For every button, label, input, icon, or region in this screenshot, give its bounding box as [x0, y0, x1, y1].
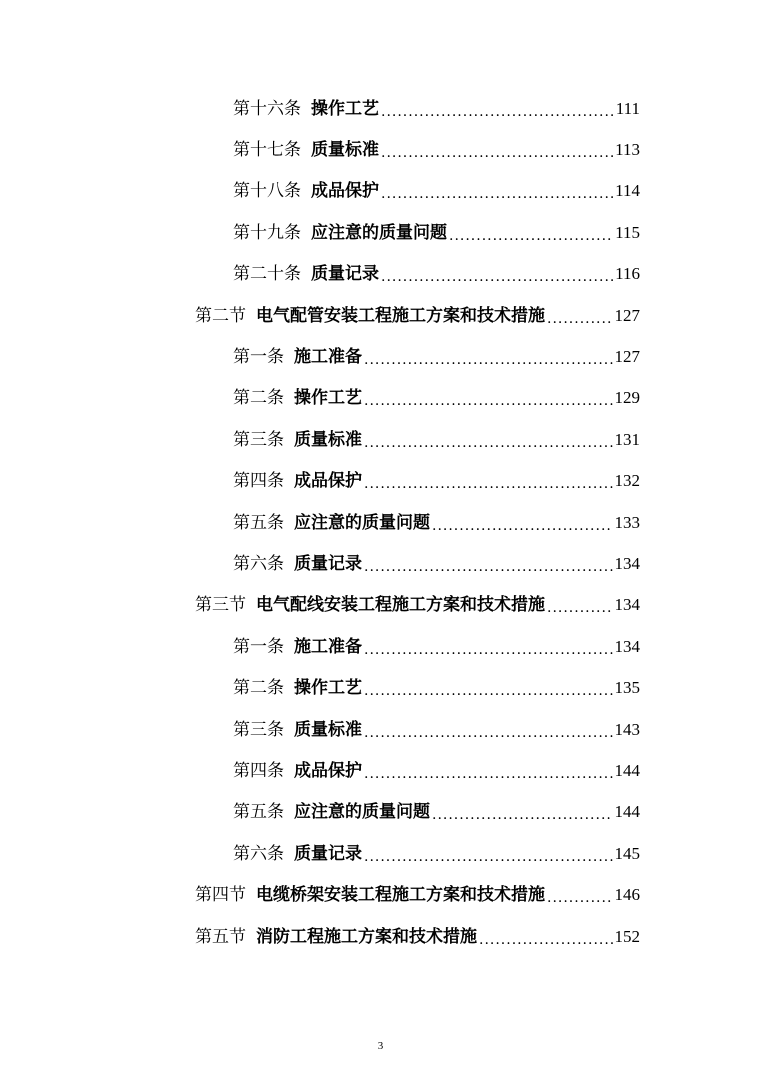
toc-entry-number: 第四条 — [233, 471, 284, 492]
toc-entry-number: 第三条 — [233, 719, 284, 740]
toc-entry-title: 操作工艺 — [294, 388, 362, 409]
toc-entry-number: 第四条 — [233, 760, 284, 781]
toc-entry-page: 134 — [614, 595, 640, 615]
toc-entry-page: 115 — [615, 222, 640, 242]
toc-entry-title: 消防工程施工方案和技术措施 — [256, 926, 477, 947]
toc-dot-leader — [364, 474, 613, 494]
toc-article-entry[interactable] — [0, 378, 640, 419]
toc-entry-number: 第五条 — [233, 512, 284, 533]
toc-entry-page: 127 — [614, 305, 640, 325]
toc-entry-title: 操作工艺 — [311, 98, 379, 119]
toc-dot-leader — [547, 309, 613, 329]
toc-article-entry[interactable] — [0, 543, 640, 584]
toc-entry-page: 131 — [614, 429, 640, 449]
toc-dot-leader — [432, 805, 613, 825]
toc-entry-page: 146 — [614, 885, 640, 905]
toc-entry-number: 第一条 — [233, 347, 284, 368]
toc-entry-number: 第十六条 — [233, 98, 301, 119]
toc-dot-leader — [364, 350, 613, 370]
toc-entry-page: 113 — [615, 140, 640, 160]
toc-article-entry[interactable] — [0, 461, 640, 502]
toc-dot-leader — [547, 888, 613, 908]
toc-entry-page: 143 — [614, 719, 640, 739]
toc-entry-number: 第四节 — [195, 885, 246, 906]
toc-entry-page: 135 — [614, 678, 640, 698]
toc-dot-leader — [381, 184, 613, 204]
toc-dot-leader — [381, 102, 614, 122]
toc-article-entry[interactable] — [0, 171, 640, 212]
toc-article-entry[interactable] — [0, 709, 640, 750]
toc-entry-number: 第三节 — [195, 595, 246, 616]
toc-entry-title: 质量记录 — [311, 264, 379, 285]
toc-entry-title: 应注意的质量问题 — [311, 222, 447, 243]
toc-article-entry[interactable] — [0, 419, 640, 460]
toc-entry-number: 第二条 — [233, 388, 284, 409]
toc-article-entry[interactable] — [0, 667, 640, 708]
toc-entry-title: 质量标准 — [294, 429, 362, 450]
toc-dot-leader — [364, 723, 613, 743]
toc-section-entry[interactable] — [0, 916, 640, 957]
toc-section-entry[interactable] — [0, 585, 640, 626]
toc-entry-number: 第十七条 — [233, 140, 301, 161]
toc-entry-title: 施工准备 — [294, 636, 362, 657]
table-of-contents — [0, 88, 761, 957]
toc-entry-number: 第十八条 — [233, 181, 301, 202]
toc-entry-title: 应注意的质量问题 — [294, 802, 430, 823]
toc-article-entry[interactable] — [0, 129, 640, 170]
toc-entry-number: 第六条 — [233, 553, 284, 574]
toc-entry-page: 134 — [614, 553, 640, 573]
toc-dot-leader — [449, 226, 613, 246]
toc-dot-leader — [364, 391, 613, 411]
toc-entry-page: 114 — [615, 181, 640, 201]
toc-entry-number: 第二条 — [233, 678, 284, 699]
toc-article-entry[interactable] — [0, 792, 640, 833]
toc-dot-leader — [547, 598, 613, 618]
toc-section-entry[interactable] — [0, 295, 640, 336]
toc-entry-page: 133 — [614, 512, 640, 532]
toc-entry-title: 成品保护 — [311, 181, 379, 202]
toc-entry-page: 127 — [614, 347, 640, 367]
toc-article-entry[interactable] — [0, 750, 640, 791]
toc-article-entry[interactable] — [0, 336, 640, 377]
toc-entry-number: 第二十条 — [233, 264, 301, 285]
toc-entry-title: 操作工艺 — [294, 678, 362, 699]
toc-entry-title: 电缆桥架安装工程施工方案和技术措施 — [256, 885, 545, 906]
toc-dot-leader — [479, 930, 613, 950]
toc-entry-title: 施工准备 — [294, 347, 362, 368]
toc-dot-leader — [432, 516, 613, 536]
toc-entry-number: 第五条 — [233, 802, 284, 823]
toc-entry-title: 电气配管安装工程施工方案和技术措施 — [256, 305, 545, 326]
toc-section-entry[interactable] — [0, 874, 640, 915]
toc-dot-leader — [364, 847, 613, 867]
toc-article-entry[interactable] — [0, 626, 640, 667]
toc-dot-leader — [364, 681, 613, 701]
toc-entry-title: 质量标准 — [294, 719, 362, 740]
toc-article-entry[interactable] — [0, 88, 640, 129]
page-number: 3 — [377, 1040, 384, 1052]
toc-entry-number: 第五节 — [195, 926, 246, 947]
toc-entry-page: 111 — [615, 98, 640, 118]
toc-entry-page: 144 — [614, 760, 640, 780]
toc-entry-title: 电气配线安装工程施工方案和技术措施 — [256, 595, 545, 616]
toc-entry-page: 144 — [614, 802, 640, 822]
toc-dot-leader — [364, 557, 613, 577]
toc-entry-page: 145 — [614, 843, 640, 863]
toc-entry-number: 第一条 — [233, 636, 284, 657]
toc-dot-leader — [381, 267, 613, 287]
toc-entry-number: 第六条 — [233, 843, 284, 864]
toc-entry-number: 第三条 — [233, 429, 284, 450]
toc-dot-leader — [364, 764, 613, 784]
toc-entry-page: 132 — [614, 471, 640, 491]
toc-dot-leader — [381, 143, 613, 163]
toc-entry-title: 质量标准 — [311, 140, 379, 161]
toc-entry-title: 成品保护 — [294, 760, 362, 781]
toc-article-entry[interactable] — [0, 833, 640, 874]
toc-entry-title: 应注意的质量问题 — [294, 512, 430, 533]
toc-entry-title: 质量记录 — [294, 843, 362, 864]
toc-entry-page: 152 — [614, 926, 640, 946]
toc-entry-number: 第十九条 — [233, 222, 301, 243]
toc-article-entry[interactable] — [0, 212, 640, 253]
toc-article-entry[interactable] — [0, 254, 640, 295]
toc-entry-title: 质量记录 — [294, 553, 362, 574]
toc-dot-leader — [364, 433, 613, 453]
toc-entry-number: 第二节 — [195, 305, 246, 326]
toc-dot-leader — [364, 640, 613, 660]
toc-entry-page: 129 — [614, 388, 640, 408]
toc-entry-page: 134 — [614, 636, 640, 656]
toc-entry-title: 成品保护 — [294, 471, 362, 492]
toc-entry-page: 116 — [615, 264, 640, 284]
toc-article-entry[interactable] — [0, 502, 640, 543]
